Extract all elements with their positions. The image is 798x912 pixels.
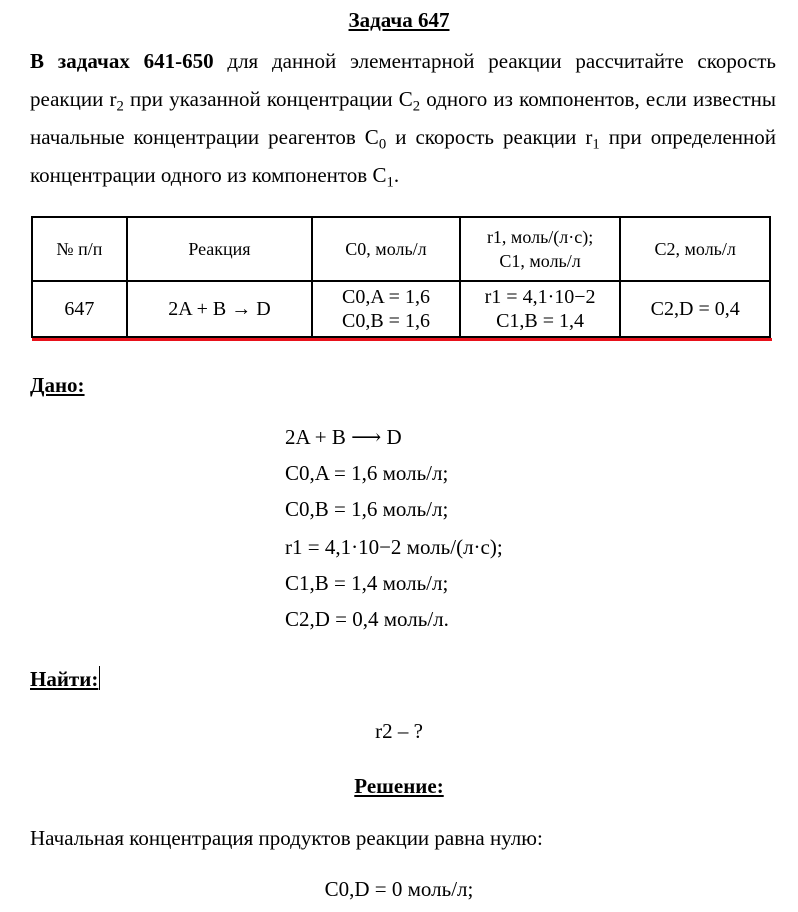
cell-number: 647 <box>32 281 127 337</box>
header-c2: C2, моль/л <box>620 217 770 281</box>
table-row <box>32 281 770 337</box>
table-header-row <box>32 217 770 281</box>
solution-heading: Решение: <box>354 774 444 798</box>
problem-table <box>31 216 771 338</box>
header-number: № п/п <box>32 217 127 281</box>
given-heading: Дано: <box>30 373 85 397</box>
problem-title: Задача 647 <box>348 8 450 32</box>
header-r1-c1: r1, моль/(л·с); C1, моль/л <box>460 217 621 281</box>
given-c2d: C2,D = 0,4 моль/л. <box>285 607 449 631</box>
given-c0b: C0,B = 1,6 моль/л; <box>285 497 449 521</box>
text-cursor <box>99 666 100 690</box>
given-c0a: C0,A = 1,6 моль/л; <box>285 461 449 485</box>
given-r1: r1 = 4,1·10−2 моль/(л·с); <box>285 535 503 559</box>
cell-c0: C0,A = 1,6 C0,B = 1,6 <box>312 281 460 337</box>
cell-c2: C2,D = 0,4 <box>620 281 770 337</box>
given-c1b: C1,B = 1,4 моль/л; <box>285 571 449 595</box>
red-divider-line <box>32 338 772 341</box>
header-reaction: Реакция <box>127 217 312 281</box>
cell-r1-c1: r1 = 4,1·10−2 C1,B = 1,4 <box>460 281 621 337</box>
problem-statement: В задачах 641-650 для данной элементарной реакции рассчитайте скорость реакции $r_2$ при указанной концентрации $С_2$ одного из компонентов, если известны начальные концентрации реагентов $С_0$ и скорость реакции $r_1$ при определенной концентрации одного из компонентов $С_1$. <box>30 49 776 191</box>
solution-formula: C0,D = 0 моль/л; <box>324 877 474 901</box>
header-c0: C0, моль/л <box>312 217 460 281</box>
find-expression: r2 – ? <box>375 719 423 743</box>
solution-text: Начальная концентрация продуктов реакции равна нулю: <box>30 826 543 850</box>
cell-reaction: 2A + B → D <box>127 281 312 337</box>
given-reaction: 2A + B ⟶ D <box>285 425 402 449</box>
find-heading: Найти: <box>30 667 99 691</box>
statement-bold-lead: В задачах 641-650 <box>30 49 214 73</box>
